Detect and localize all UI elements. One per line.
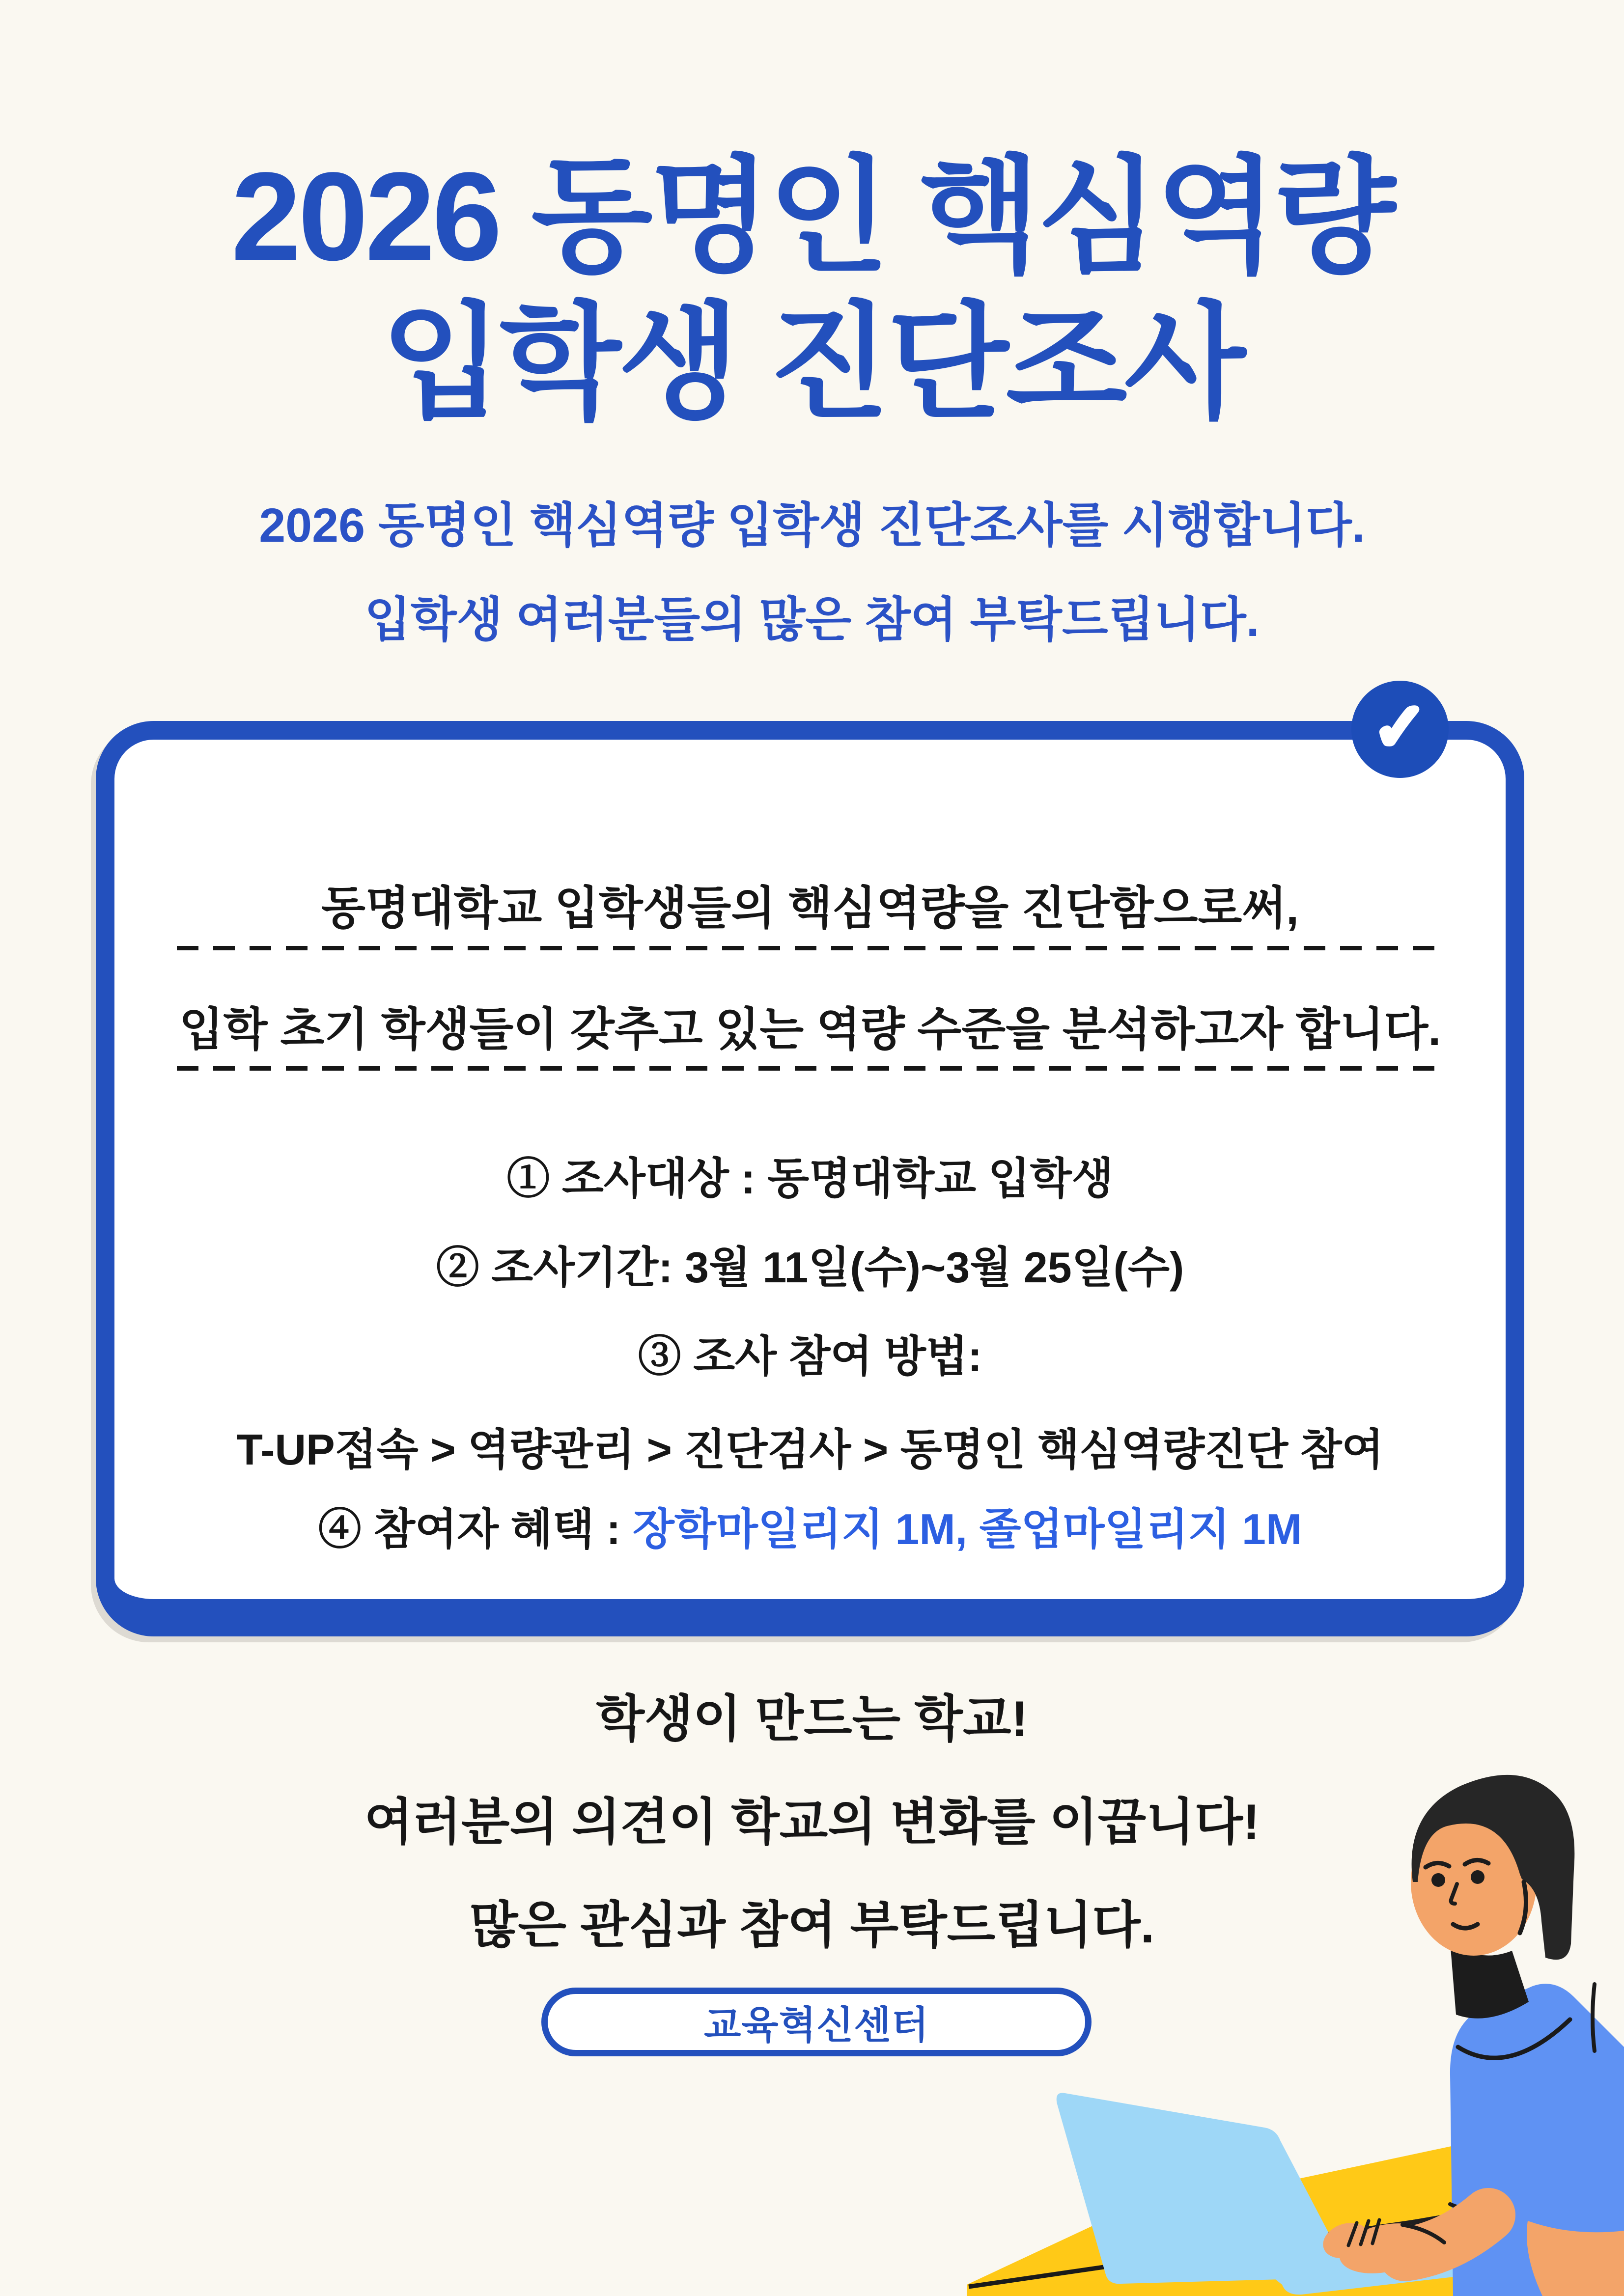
left-eye <box>1431 1873 1445 1887</box>
card-intro-line2: 입학 초기 학생들이 갖추고 있는 역량 수준을 분석하고자 합니다. <box>179 1004 1441 1055</box>
poster-title-line1: 2026 동명인 핵심역량 <box>231 146 1393 287</box>
benefit-label: ④ 참여자 혜택 : <box>318 1505 633 1553</box>
organizer-badge-label: 교육혁신센터 <box>703 2003 929 2047</box>
poster-subtitle-line1: 2026 동명인 핵심역량 입학생 진단조사를 시행합니다. <box>259 498 1365 552</box>
benefit-highlight: 장학마일리지 1M, 졸업마일리지 1M <box>632 1505 1302 1553</box>
survey-item-target: ① 조사대상 : 동명대학교 입학생 <box>506 1154 1114 1203</box>
shirt-seam-line <box>1593 1984 1595 2051</box>
poster-title <box>0 143 1624 436</box>
dashed-divider-2 <box>177 1066 1447 1071</box>
footer-line1: 학생이 만드는 학교! <box>596 1691 1028 1747</box>
survey-item-benefit <box>114 1502 1506 1556</box>
footer-line2: 여러분의 의견이 학교의 변화를 이끕니다! <box>364 1794 1260 1850</box>
card-intro-line1: 동명대학교 입학생들의 핵심역량을 진단함으로써, <box>321 883 1299 934</box>
footer-line3: 많은 관심과 참여 부탁드립니다. <box>469 1897 1155 1953</box>
check-badge <box>1351 681 1449 778</box>
dashed-divider-1 <box>177 946 1447 950</box>
student-laptop-illustration <box>958 1729 1624 2296</box>
check-icon: ✓ <box>1372 691 1428 763</box>
poster-title-line2: 입학생 진단조사 <box>381 293 1243 433</box>
survey-item-method: ③ 조사 참여 방법: <box>638 1332 982 1381</box>
far-forearm <box>1527 2221 1624 2296</box>
survey-item-path: T-UP접속 > 역량관리 > 진단검사 > 동명인 핵심역량진단 참여 <box>236 1425 1384 1474</box>
right-eye <box>1471 1870 1484 1884</box>
poster-subtitle-line2: 입학생 여러분들의 많은 참여 부탁드립니다. <box>364 593 1260 646</box>
survey-item-period: ② 조사기간: 3월 11일(수)~3월 25일(수) <box>436 1243 1184 1292</box>
